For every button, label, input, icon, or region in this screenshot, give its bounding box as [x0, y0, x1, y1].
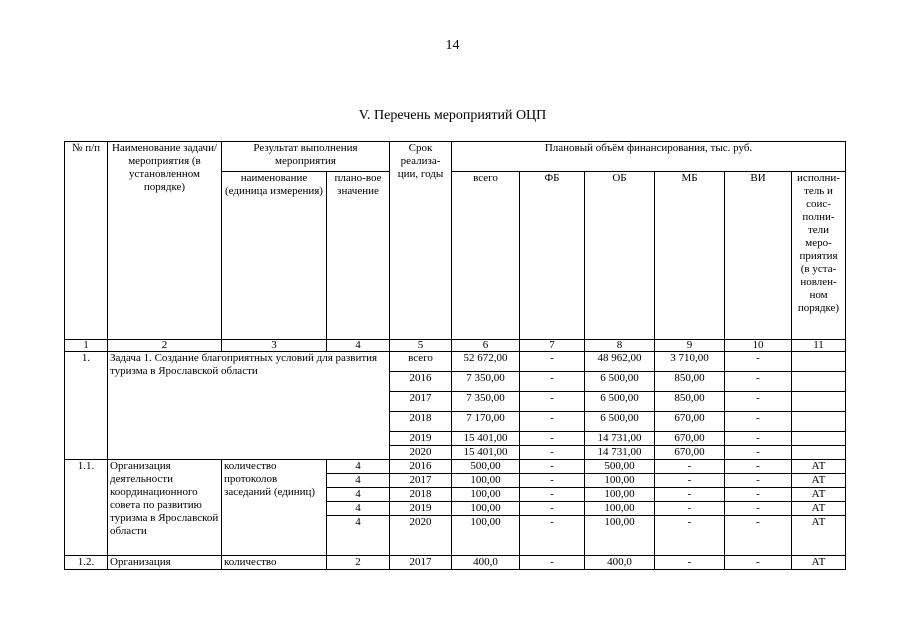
activity-1-1-term: 2018 [390, 488, 452, 502]
header-financing: Плановый объём финансирования, тыс. руб. [452, 142, 846, 172]
task1-vi: - [725, 432, 792, 446]
activity-1-1-mb: - [655, 488, 725, 502]
task1-vi: - [725, 372, 792, 392]
task1-exec [792, 372, 846, 392]
task1-term: всего [390, 352, 452, 372]
activity-1-1-ob: 500,00 [585, 460, 655, 474]
activity-1-1-fb: - [520, 502, 585, 516]
activity-1-2-ob: 400,0 [585, 556, 655, 570]
task1-total: 7 350,00 [452, 392, 520, 412]
activity-1-1-exec: АТ [792, 502, 846, 516]
task1-vi: - [725, 392, 792, 412]
activity-1-1-total: 100,00 [452, 488, 520, 502]
activity-1-1-ob: 100,00 [585, 488, 655, 502]
task1-exec [792, 412, 846, 432]
section-title: V. Перечень мероприятий ОЦП [358, 108, 547, 123]
column-number: 5 [390, 340, 452, 352]
task1-mb: 670,00 [655, 446, 725, 460]
activity-1-1-total: 100,00 [452, 474, 520, 488]
task1-ob: 6 500,00 [585, 372, 655, 392]
task1-exec [792, 432, 846, 446]
activity-1-2-mb: - [655, 556, 725, 570]
header-no: № п/п [65, 142, 108, 340]
header-fb: ФБ [520, 172, 585, 340]
column-number: 8 [585, 340, 655, 352]
activity-1-1-plan: 4 [327, 502, 390, 516]
activity-1-1-total: 100,00 [452, 502, 520, 516]
activity-1-1-fb: - [520, 474, 585, 488]
header-name: Наименование задачи/ мероприятия (в установленном порядке) [108, 142, 222, 340]
header-vi: ВИ [725, 172, 792, 340]
activity-1-1-vi: - [725, 516, 792, 556]
task1-fb: - [520, 432, 585, 446]
header-term: Срок реализа-ции, годы [390, 142, 452, 340]
task1-total: 7 170,00 [452, 412, 520, 432]
activity-1-2-term: 2017 [390, 556, 452, 570]
table-row [65, 556, 846, 570]
task1-fb: - [520, 412, 585, 432]
task1-ob: 6 500,00 [585, 392, 655, 412]
header-executor: исполни-тель и соис-полни-тели меро-приятия (в уста-новлен-ном порядке) [792, 172, 846, 340]
activity-1-1-term: 2019 [390, 502, 452, 516]
column-number: 9 [655, 340, 725, 352]
table-row [65, 352, 846, 372]
task1-term: 2019 [390, 432, 452, 446]
task1-ob: 6 500,00 [585, 412, 655, 432]
column-number: 7 [520, 340, 585, 352]
column-number: 11 [792, 340, 846, 352]
activity-1-1-result-name: количество протоколов заседаний (единиц) [222, 460, 327, 556]
activity-1-2-fb: - [520, 556, 585, 570]
task1-total: 7 350,00 [452, 372, 520, 392]
column-number: 1 [65, 340, 108, 352]
activity-1-1-vi: - [725, 502, 792, 516]
activity-1-1-total: 500,00 [452, 460, 520, 474]
task1-ob: 14 731,00 [585, 432, 655, 446]
task1-exec [792, 392, 846, 412]
task1-vi: - [725, 412, 792, 432]
activity-1-2-name: Организация [108, 556, 222, 570]
task1-total: 52 672,00 [452, 352, 520, 372]
activity-1-1-exec: АТ [792, 488, 846, 502]
task1-exec [792, 352, 846, 372]
activity-1-1-fb: - [520, 460, 585, 474]
task1-name: Задача 1. Создание благоприятных условий для развития туризма в Ярославской области [108, 352, 390, 460]
header-ob: ОБ [585, 172, 655, 340]
task1-term: 2017 [390, 392, 452, 412]
task1-total: 15 401,00 [452, 432, 520, 446]
task1-mb: 670,00 [655, 432, 725, 446]
task1-mb: 670,00 [655, 412, 725, 432]
header-result-plan: плано-вое значение [327, 172, 390, 340]
header-mb: МБ [655, 172, 725, 340]
column-number: 4 [327, 340, 390, 352]
task1-fb: - [520, 446, 585, 460]
activity-1-2-vi: - [725, 556, 792, 570]
task1-term: 2016 [390, 372, 452, 392]
activity-1-1-vi: - [725, 474, 792, 488]
activity-1-1-fb: - [520, 488, 585, 502]
activity-1-1-mb: - [655, 460, 725, 474]
activity-1-1-name: Организация деятельности координационного совета по развитию туризма в Ярославской области [108, 460, 222, 556]
activity-1-1-plan: 4 [327, 460, 390, 474]
task1-mb: 850,00 [655, 372, 725, 392]
task1-term: 2020 [390, 446, 452, 460]
activity-1-1-ob: 100,00 [585, 502, 655, 516]
activity-1-1-mb: - [655, 474, 725, 488]
activity-1-1-plan: 4 [327, 516, 390, 556]
activity-1-1-mb: - [655, 516, 725, 556]
activity-1-1-exec: АТ [792, 474, 846, 488]
column-number-row [65, 340, 846, 352]
table-row [65, 460, 846, 474]
activity-1-2-result-name: количество [222, 556, 327, 570]
activity-1-2-exec: АТ [792, 556, 846, 570]
activity-1-1-mb: - [655, 502, 725, 516]
task1-fb: - [520, 352, 585, 372]
activity-1-1-no: 1.1. [65, 460, 108, 556]
task1-term: 2018 [390, 412, 452, 432]
activity-1-1-vi: - [725, 488, 792, 502]
column-number: 10 [725, 340, 792, 352]
activity-1-1-plan: 4 [327, 474, 390, 488]
task1-no: 1. [65, 352, 108, 460]
task1-vi: - [725, 446, 792, 460]
activity-1-1-exec: АТ [792, 516, 846, 556]
task1-ob: 48 962,00 [585, 352, 655, 372]
activity-1-1-vi: - [725, 460, 792, 474]
header-result: Результат выполнения мероприятия [222, 142, 390, 172]
task1-fb: - [520, 392, 585, 412]
column-number: 3 [222, 340, 327, 352]
activities-table [64, 141, 846, 570]
activity-1-1-term: 2017 [390, 474, 452, 488]
activity-1-1-fb: - [520, 516, 585, 556]
activity-1-1-ob: 100,00 [585, 474, 655, 488]
task1-mb: 850,00 [655, 392, 725, 412]
activity-1-2-plan: 2 [327, 556, 390, 570]
task1-fb: - [520, 372, 585, 392]
task1-mb: 3 710,00 [655, 352, 725, 372]
header-result-name: наименование (единица измерения) [222, 172, 327, 340]
column-number: 6 [452, 340, 520, 352]
activity-1-2-total: 400,0 [452, 556, 520, 570]
task1-ob: 14 731,00 [585, 446, 655, 460]
activity-1-1-total: 100,00 [452, 516, 520, 556]
page-number: 14 [445, 38, 460, 53]
task1-total: 15 401,00 [452, 446, 520, 460]
activity-1-1-exec: АТ [792, 460, 846, 474]
task1-vi: - [725, 352, 792, 372]
activity-1-1-ob: 100,00 [585, 516, 655, 556]
activity-1-2-no: 1.2. [65, 556, 108, 570]
activity-1-1-plan: 4 [327, 488, 390, 502]
activity-1-1-term: 2020 [390, 516, 452, 556]
task1-exec [792, 446, 846, 460]
activity-1-1-term: 2016 [390, 460, 452, 474]
header-total: всего [452, 172, 520, 340]
column-number: 2 [108, 340, 222, 352]
